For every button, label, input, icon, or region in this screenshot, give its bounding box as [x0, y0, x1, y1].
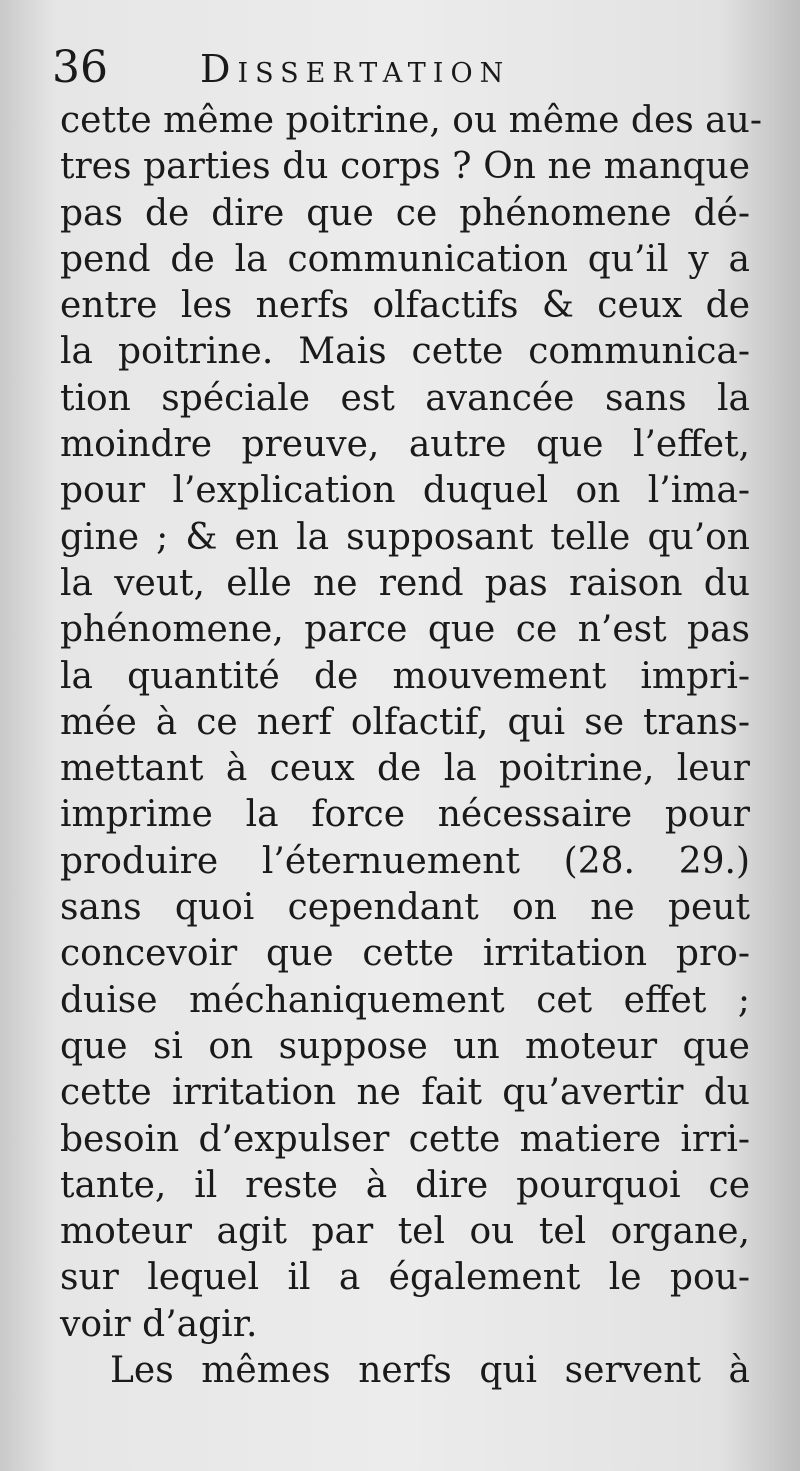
body-text: [60, 98, 762, 1394]
text-line: la quantité de mouvement impri-: [60, 655, 750, 697]
text-line: besoin d’expulser cette matiere irri-: [60, 1118, 750, 1160]
text-line: mée à ce nerf olfactif, qui se trans-: [60, 701, 750, 743]
text-line: la veut, elle ne rend pas raison du: [60, 562, 750, 604]
text-line: sur lequel il a également le pou-: [60, 1257, 750, 1299]
running-title: Dissertation: [200, 47, 511, 91]
page-header: [52, 44, 752, 104]
page-number: 36: [52, 42, 108, 93]
text-line: produire l’éternuement (28. 29.): [60, 840, 750, 882]
text-line: gine ; & en la supposant telle qu’on: [60, 516, 750, 558]
text-line: tres parties du corps ? On ne manque: [60, 146, 750, 188]
text-line: tion spéciale est avancée sans la: [60, 377, 750, 419]
text-line: cette même poitrine, ou même des au-: [60, 100, 762, 141]
text-line: mettant à ceux de la poitrine, leur: [60, 748, 750, 790]
text-line: moteur agit par tel ou tel organe,: [60, 1211, 750, 1253]
text-line: voir d’agir.: [60, 1303, 258, 1345]
text-line: duise méchaniquement cet effet ;: [60, 979, 750, 1021]
text-line: la poitrine. Mais cette communica-: [60, 331, 750, 373]
text-line: pend de la communication qu’il y a: [60, 238, 750, 280]
text-line: pas de dire que ce phénomene dé-: [60, 192, 750, 234]
text-line: que si on suppose un moteur que: [60, 1025, 750, 1067]
text-line: Les mêmes nerfs qui servent à: [110, 1350, 750, 1392]
text-line: sans quoi cependant on ne peut: [60, 887, 750, 929]
text-line: cette irritation ne fait qu’avertir du: [60, 1072, 750, 1114]
text-line: concevoir que cette irritation pro-: [60, 933, 750, 975]
text-line: pour l’explication duquel on l’ima-: [60, 470, 750, 512]
text-line: imprime la force nécessaire pour: [60, 794, 750, 836]
text-line: tante, il reste à dire pourquoi ce: [60, 1164, 750, 1206]
text-line: moindre preuve, autre que l’effet,: [60, 424, 750, 466]
text-line: entre les nerfs olfactifs & ceux de: [60, 285, 750, 327]
text-line: phénomene, parce que ce n’est pas: [60, 609, 750, 651]
